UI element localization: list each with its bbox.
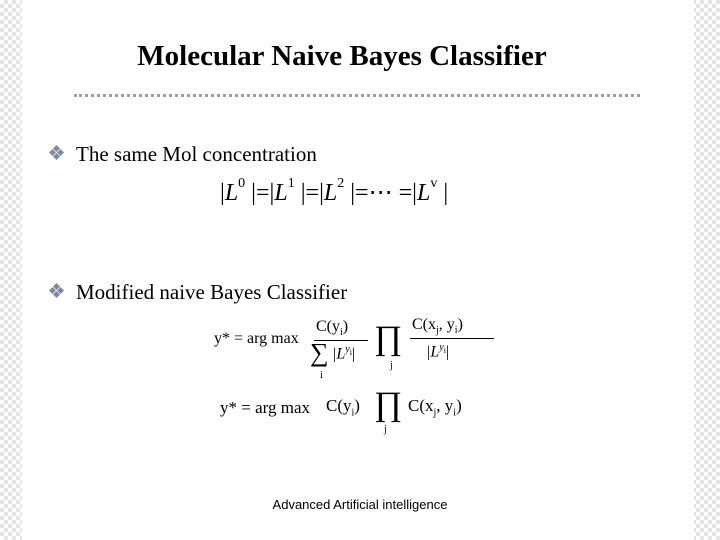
bullet-item	[50, 142, 317, 167]
bullet-item	[50, 280, 347, 305]
slide	[22, 0, 694, 540]
equal-concentration-equation: $|L^0$ $|=|L^1$ $|=|L^2$ |=⋯ $=|L^v$ |	[220, 176, 449, 206]
title-divider	[74, 94, 640, 97]
simplified-bayes-equation: y* = arg max $C(y_i)$ ∏ j $C(x_j$, $y_i$)	[220, 386, 462, 435]
modified-naive-bayes-equation: y* = arg max $C(y_i)$ ∑ i $|L^{y_i}|$ ∏ j $C(x_j$, $y_i$) $|L^{y_i}|$	[214, 316, 494, 386]
diamond-bullet-icon	[50, 146, 64, 160]
bullet-text: Modified naive Bayes Classifier	[76, 280, 348, 304]
slide-title: Molecular Naive Bayes Classifier	[137, 40, 547, 72]
diamond-bullet-icon	[50, 284, 64, 298]
bullet-text: The same Mol concentration	[76, 142, 317, 166]
slide-footer: Advanced Artificial intelligence	[272, 497, 448, 512]
